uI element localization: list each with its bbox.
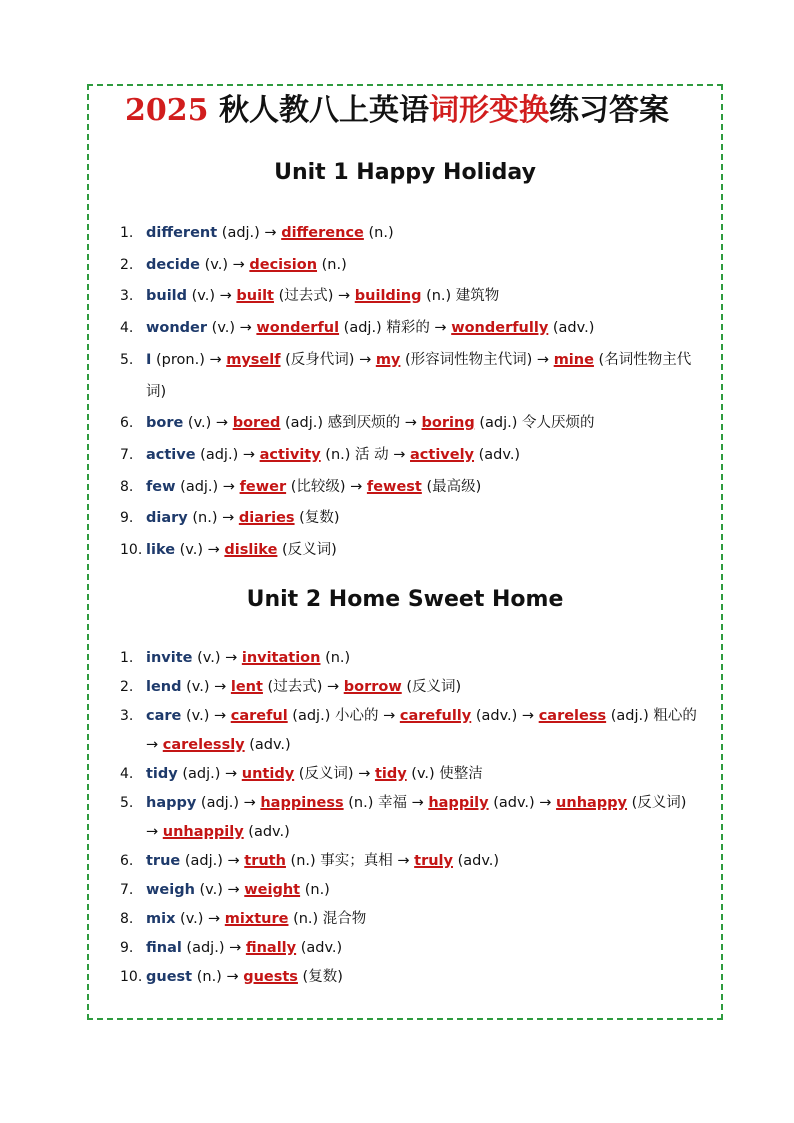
answer-word: invitation	[241, 650, 321, 666]
word-note: (adv.) →	[471, 708, 539, 724]
base-word: like	[146, 542, 176, 559]
item-continuation	[146, 818, 710, 847]
item-line	[146, 281, 710, 313]
item-number: 8.	[120, 911, 134, 927]
list-item	[120, 963, 710, 992]
answer-word: fewest	[366, 478, 422, 495]
list-item	[120, 535, 710, 567]
answer-word: bored	[232, 415, 281, 432]
word-note: →	[146, 824, 163, 840]
answer-word: difference	[281, 225, 364, 241]
list-item	[120, 281, 710, 313]
word-note: (反义词)	[277, 542, 337, 559]
word-note: (adj.) →	[180, 853, 245, 869]
answer-word: wonderful	[256, 320, 340, 337]
list-item	[120, 760, 710, 789]
word-note: (过去式) →	[273, 288, 355, 305]
item-number: 1.	[120, 225, 134, 241]
answer-word: activity	[259, 446, 321, 463]
unit-2-title: Unit 2 Home Sweet Home	[246, 587, 564, 612]
word-note: (n.) 建筑物	[421, 288, 500, 305]
word-note: (v.) →	[187, 288, 237, 305]
word-note: (n.) 幸福 →	[343, 795, 429, 811]
base-word: build	[146, 288, 188, 305]
base-word: happy	[146, 795, 197, 811]
list-item	[120, 408, 710, 440]
answer-word: tidy	[374, 766, 407, 782]
answer-word: boring	[421, 415, 475, 432]
item-number: 3.	[120, 288, 134, 305]
word-note: (v.) →	[207, 320, 257, 337]
word-note: (adv.)	[243, 824, 290, 840]
answer-word: my	[375, 351, 401, 368]
item-line	[146, 313, 710, 345]
item-line	[146, 218, 710, 250]
answer-word: diaries	[238, 510, 295, 527]
item-line	[146, 644, 710, 673]
word-note: →	[146, 737, 163, 753]
item-line	[146, 876, 710, 905]
list-item	[120, 673, 710, 702]
list-item	[120, 313, 710, 345]
word-note: (形容词性物主代词) →	[400, 351, 554, 368]
item-number: 1.	[120, 650, 134, 666]
title-highlight: 词形变换	[428, 93, 549, 128]
word-note: (adv.) →	[488, 795, 557, 811]
list-item	[120, 218, 710, 250]
item-line	[146, 535, 710, 567]
answer-word: building	[354, 288, 422, 305]
page-title	[0, 91, 794, 131]
unit-1-word-list	[120, 218, 710, 567]
word-note: (adj.) 感到厌烦的 →	[280, 415, 422, 432]
list-item	[120, 345, 710, 408]
item-continuation	[146, 377, 710, 409]
word-note: (adj.) →	[196, 795, 261, 811]
item-number: 2.	[120, 679, 134, 695]
item-line	[146, 789, 710, 818]
title-year: 2025	[125, 93, 209, 128]
answer-word: unhappy	[556, 795, 628, 811]
word-note: (adj.) 小心的 →	[287, 708, 400, 724]
answer-word: myself	[226, 351, 281, 368]
item-line	[146, 673, 710, 702]
item-line	[146, 934, 710, 963]
base-word: diary	[146, 510, 188, 527]
base-word: lend	[146, 679, 182, 695]
answer-word: borrow	[343, 679, 402, 695]
item-line	[146, 472, 710, 504]
item-number: 4.	[120, 766, 134, 782]
item-line	[146, 760, 710, 789]
word-note: (最高级)	[421, 478, 482, 495]
item-number: 10.	[120, 969, 143, 985]
answer-word: truth	[244, 853, 286, 869]
word-note: (反义词) →	[294, 766, 375, 782]
word-note: (n.)	[363, 225, 394, 241]
word-note: (adj.) →	[195, 446, 260, 463]
answer-word: mine	[553, 351, 594, 368]
answer-word: careless	[538, 708, 607, 724]
base-word: active	[146, 446, 196, 463]
word-note: (v.) →	[181, 679, 231, 695]
word-note: (反义词)	[627, 795, 687, 811]
word-note: (n.) 事实；真相 →	[285, 853, 415, 869]
word-note: (adj.) →	[181, 940, 246, 956]
base-word: weigh	[146, 882, 195, 898]
item-number: 6.	[120, 415, 134, 432]
answer-word: lent	[230, 679, 263, 695]
answer-word: carefully	[399, 708, 472, 724]
word-note: (v.) →	[200, 256, 250, 273]
word-note: (adj.) 粗心的	[606, 708, 697, 724]
answer-word: unhappily	[162, 824, 244, 840]
word-note: (adj.) →	[177, 766, 242, 782]
word-note: (v.) →	[181, 708, 231, 724]
answer-word: mixture	[224, 911, 289, 927]
word-note: (adv.)	[296, 940, 343, 956]
word-note: (adj.) 令人厌烦的	[474, 415, 595, 432]
word-note: (v.) →	[183, 415, 233, 432]
item-line	[146, 963, 710, 992]
list-item	[120, 934, 710, 963]
item-line	[146, 905, 710, 934]
item-number: 7.	[120, 446, 134, 463]
word-note: (过去式) →	[262, 679, 344, 695]
answer-word: weight	[244, 882, 301, 898]
base-word: care	[146, 708, 182, 724]
base-word: few	[146, 478, 176, 495]
word-note: (n.) →	[192, 969, 244, 985]
unit-2-word-list	[120, 644, 710, 992]
item-line	[146, 408, 710, 440]
word-note: (反身代词) →	[280, 351, 376, 368]
answer-word: truly	[414, 853, 453, 869]
base-word: different	[146, 225, 218, 241]
item-number: 4.	[120, 320, 134, 337]
item-number: 9.	[120, 940, 134, 956]
item-number: 3.	[120, 708, 134, 724]
item-number: 8.	[120, 478, 134, 495]
base-word: bore	[146, 415, 184, 432]
title-mid: 秋人教八上英语	[208, 93, 429, 128]
list-item	[120, 847, 710, 876]
word-note: (n.)	[300, 882, 330, 898]
word-note: (adv.)	[452, 853, 500, 869]
item-line	[146, 345, 710, 377]
list-item	[120, 876, 710, 905]
list-item	[120, 440, 710, 472]
base-word: guest	[146, 969, 193, 985]
item-line	[146, 250, 710, 282]
item-number: 10.	[120, 542, 143, 559]
item-number: 9.	[120, 510, 134, 527]
word-note: (adj.) →	[175, 478, 240, 495]
word-note: (adj.) 精彩的 →	[339, 320, 452, 337]
list-item	[120, 644, 710, 673]
item-line	[146, 847, 710, 876]
base-word: decide	[146, 256, 200, 273]
list-item	[120, 702, 710, 760]
word-note: (v.) →	[194, 882, 245, 898]
answer-word: happily	[428, 795, 489, 811]
title-end: 练习答案	[548, 93, 669, 128]
answer-word: decision	[249, 256, 318, 273]
word-note: (adv.)	[548, 320, 595, 337]
base-word: mix	[146, 911, 176, 927]
word-note: (n.) 混合物	[288, 911, 367, 927]
word-note: (n.) 活 动 →	[320, 446, 411, 463]
word-note: (名词性物主代	[593, 351, 692, 368]
word-note: (v.) →	[192, 650, 242, 666]
item-number: 7.	[120, 882, 134, 898]
word-note: (v.) →	[175, 911, 225, 927]
word-note: (复数)	[294, 510, 340, 527]
word-note: (v.) →	[175, 542, 225, 559]
word-note: (v.) 使整洁	[406, 766, 483, 782]
word-note: (n.)	[317, 256, 347, 273]
word-note: (反义词)	[401, 679, 462, 695]
item-line	[146, 503, 710, 535]
list-item	[120, 503, 710, 535]
word-note: (比较级) →	[286, 478, 367, 495]
base-word: tidy	[146, 766, 178, 782]
answer-word: careful	[230, 708, 288, 724]
answer-word: happiness	[260, 795, 344, 811]
item-number: 5.	[120, 795, 134, 811]
answer-word: untidy	[241, 766, 295, 782]
item-line	[146, 702, 710, 731]
word-note: (复数)	[297, 969, 343, 985]
unit-1-title: Unit 1 Happy Holiday	[274, 160, 536, 185]
list-item	[120, 789, 710, 847]
base-word: final	[146, 940, 182, 956]
base-word: wonder	[146, 320, 208, 337]
item-line	[146, 440, 710, 472]
list-item	[120, 472, 710, 504]
answer-word: carelessly	[162, 737, 245, 753]
base-word: true	[146, 853, 181, 869]
answer-word: dislike	[224, 542, 278, 559]
answer-word: wonderfully	[451, 320, 549, 337]
base-word: I	[146, 351, 152, 368]
word-note: (pron.) →	[151, 351, 227, 368]
answer-word: finally	[245, 940, 297, 956]
word-note: (adj.) →	[217, 225, 282, 241]
word-note: (adv.)	[474, 446, 521, 463]
base-word: invite	[146, 650, 193, 666]
answer-word: built	[236, 288, 274, 305]
word-note: (n.) →	[187, 510, 239, 527]
answer-word: fewer	[239, 478, 287, 495]
answer-word: actively	[410, 446, 475, 463]
list-item	[120, 905, 710, 934]
item-number: 2.	[120, 256, 134, 273]
answer-word: guests	[243, 969, 298, 985]
item-number: 5.	[120, 351, 134, 368]
item-continuation	[146, 731, 710, 760]
item-number: 6.	[120, 853, 134, 869]
list-item	[120, 250, 710, 282]
word-note: (adv.)	[244, 737, 291, 753]
word-note: (n.)	[320, 650, 351, 666]
word-note: 词)	[146, 383, 167, 400]
